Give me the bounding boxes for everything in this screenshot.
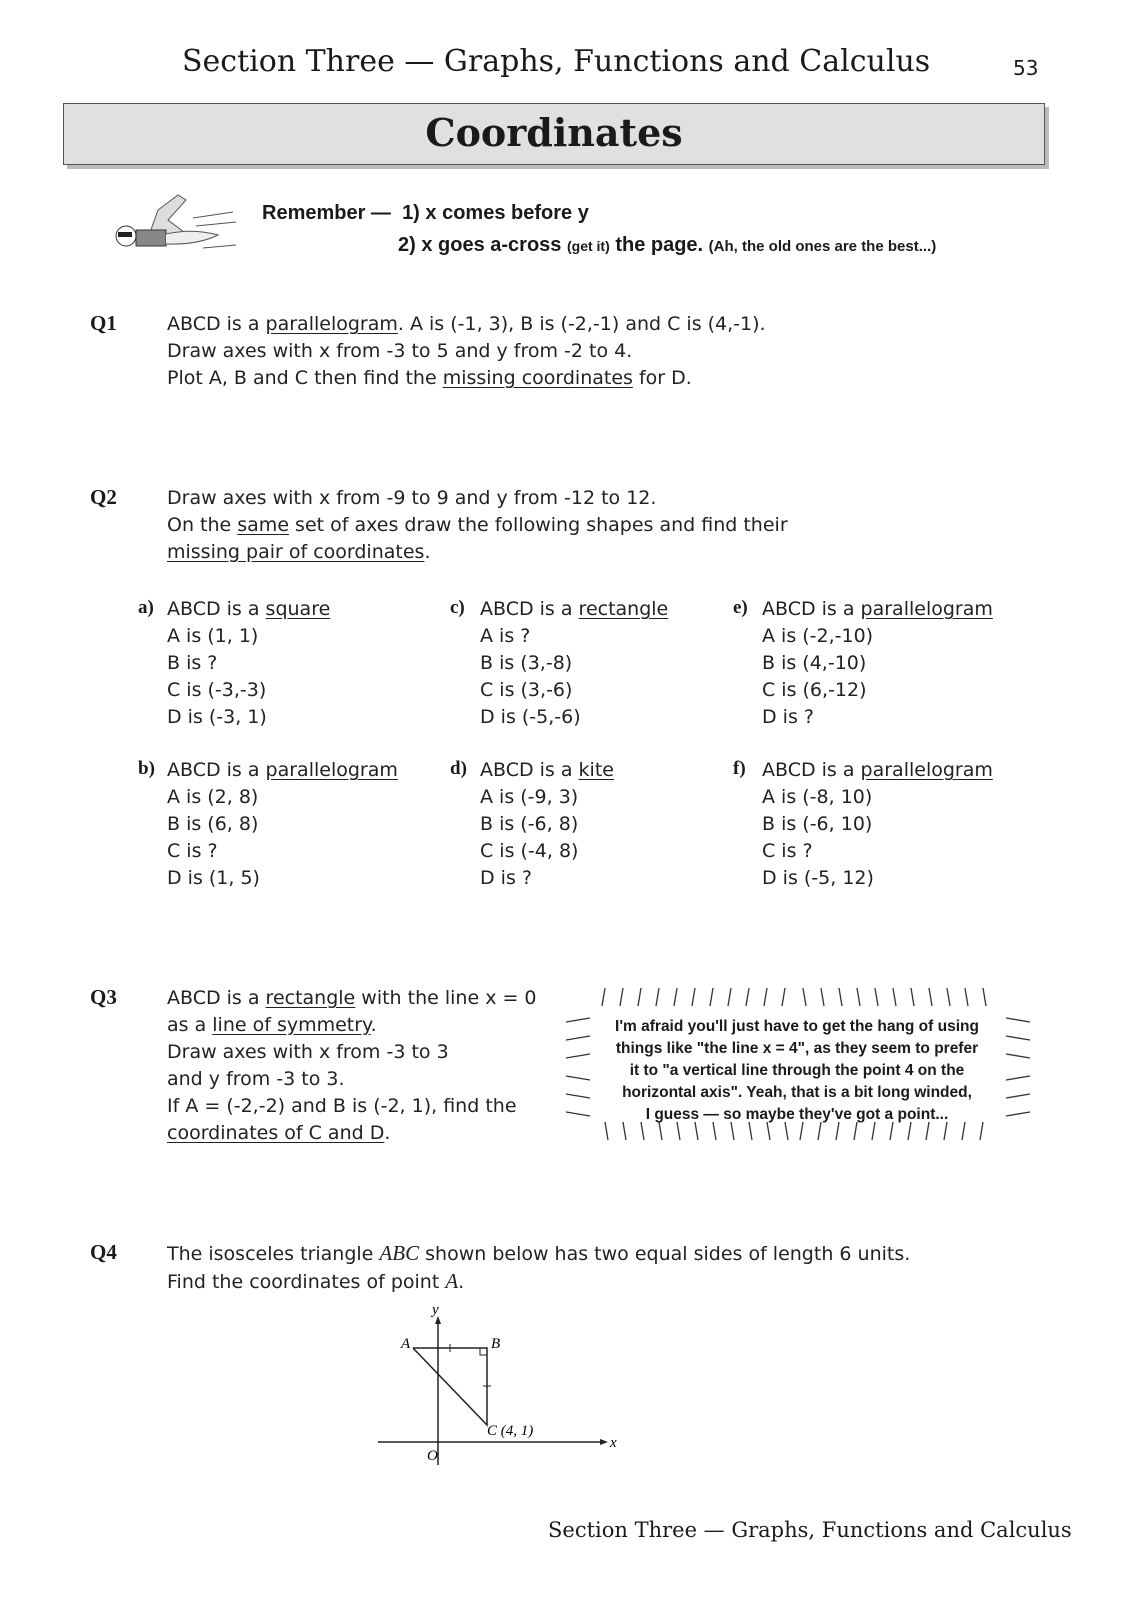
q2-label: Q2 — [90, 485, 117, 509]
coordinate-line: C is (3,-6) — [480, 679, 573, 701]
q2-part-label: d) — [450, 758, 467, 779]
coordinate-line: D is ? — [762, 706, 814, 728]
coordinate-line: C is ? — [167, 840, 218, 862]
coordinate-line: A is (1, 1) — [167, 625, 259, 647]
coordinate-line: A is (-2,-10) — [762, 625, 874, 647]
page-title: Coordinates — [425, 110, 683, 155]
coordinate-line: A is (2, 8) — [167, 786, 259, 808]
coordinate-line: C is (6,-12) — [762, 679, 867, 701]
triangle-abc — [413, 1348, 487, 1425]
q2-part: ABCD is a kite A is (-9, 3) B is (-6, 8) C is (-4, 8) D is ? — [480, 757, 614, 892]
page-number: 53 — [1013, 56, 1039, 80]
label-origin: O — [427, 1448, 438, 1464]
q2-part: ABCD is a square A is (1, 1) B is ? C is (-3,-3) D is (-3, 1) — [167, 596, 330, 731]
q3-text: ABCD is a rectangle with the line x = 0 as a line of symmetry. Draw axes with x from -3 to 3 and y from -3 to 3. If A = (-2,-2) and B is (-2, 1), find the coordinates of C and D. — [167, 987, 537, 1144]
remember-point-1: 1) x comes before y — [402, 202, 589, 224]
q2-part-label: a) — [138, 597, 154, 618]
coordinate-line: C is ? — [762, 840, 813, 862]
coordinate-line: C is (-4, 8) — [480, 840, 579, 862]
coordinate-line: B is ? — [167, 652, 218, 674]
q3-label: Q3 — [90, 985, 117, 1009]
q2-part: ABCD is a parallelogram A is (-8, 10) B is (-6, 10) C is ? D is (-5, 12) — [762, 757, 993, 892]
speech-bubble-text: I'm afraid you'll just have to get the hang of using things like "the line x = 4", as they seem to prefer it to "a vertical line through the point 4 on the horizontal axis". Yeah, that is a bit long winded, I guess — so maybe they've got a point... — [615, 1018, 979, 1123]
label-b: B — [491, 1336, 501, 1352]
coordinate-line: D is (-5, 12) — [762, 867, 874, 889]
flying-hero-icon — [98, 190, 238, 260]
shape-name: kite — [578, 759, 614, 781]
footer-section: Section Three — Graphs, Functions and Calculus — [548, 1518, 1072, 1542]
triangle-diagram — [370, 1300, 630, 1470]
coordinate-line: B is (4,-10) — [762, 652, 867, 674]
remember-point-2: 2) x goes a-cross (get it) the page. (Ah, the old ones are the best...) — [398, 234, 937, 256]
q2-part-label: c) — [450, 597, 465, 618]
q2-part: ABCD is a rectangle A is ? B is (3,-8) C is (3,-6) D is (-5,-6) — [480, 596, 668, 731]
coordinate-line: A is (-8, 10) — [762, 786, 873, 808]
shape-name: parallelogram — [860, 598, 993, 620]
q2-part-label: b) — [138, 758, 155, 779]
coordinate-line: D is (1, 5) — [167, 867, 260, 889]
coordinate-line: D is (-5,-6) — [480, 706, 581, 728]
coordinate-line: A is ? — [480, 625, 531, 647]
shape-name: parallelogram — [265, 759, 398, 781]
q1-text: ABCD is a parallelogram. A is (-1, 3), B is (-2,-1) and C is (4,-1). Draw axes with x from -3 to 5 and y from -2 to 4. Plot A, B and C then find the missing coordinates for D. — [167, 313, 766, 389]
coordinate-line: B is (-6, 10) — [762, 813, 873, 835]
section-header: Section Three — Graphs, Functions and Calculus — [182, 44, 931, 79]
shape-name: parallelogram — [860, 759, 993, 781]
shape-name: square — [265, 598, 331, 620]
coordinate-line: B is (-6, 8) — [480, 813, 579, 835]
remember-lead: Remember — — [262, 202, 391, 224]
coordinate-line: A is (-9, 3) — [480, 786, 579, 808]
coordinate-line: D is ? — [480, 867, 532, 889]
coordinate-line: D is (-3, 1) — [167, 706, 267, 728]
label-c: C (4, 1) — [487, 1423, 534, 1439]
q2-text: Draw axes with x from -9 to 9 and y from -12 to 12. On the same set of axes draw the following shapes and find their missing pair of coordinates. — [167, 487, 788, 563]
shape-name: rectangle — [578, 598, 669, 620]
label-y: y — [432, 1302, 439, 1318]
q2-part: ABCD is a parallelogram A is (2, 8) B is (6, 8) C is ? D is (1, 5) — [167, 757, 398, 892]
q2-part-label: f) — [733, 758, 746, 779]
label-x: x — [610, 1435, 617, 1451]
label-a: A — [401, 1336, 411, 1352]
q1-label: Q1 — [90, 311, 117, 335]
coordinate-line: C is (-3,-3) — [167, 679, 267, 701]
q2-part-label: e) — [733, 597, 748, 618]
q4-text: The isosceles triangle ABC shown below has two equal sides of length 6 units. Find the coordinates of point A. — [167, 1241, 911, 1293]
coordinate-line: B is (6, 8) — [167, 813, 259, 835]
coordinate-line: B is (3,-8) — [480, 652, 573, 674]
q4-label: Q4 — [90, 1240, 117, 1264]
q2-part: ABCD is a parallelogram A is (-2,-10) B is (4,-10) C is (6,-12) D is ? — [762, 596, 993, 731]
